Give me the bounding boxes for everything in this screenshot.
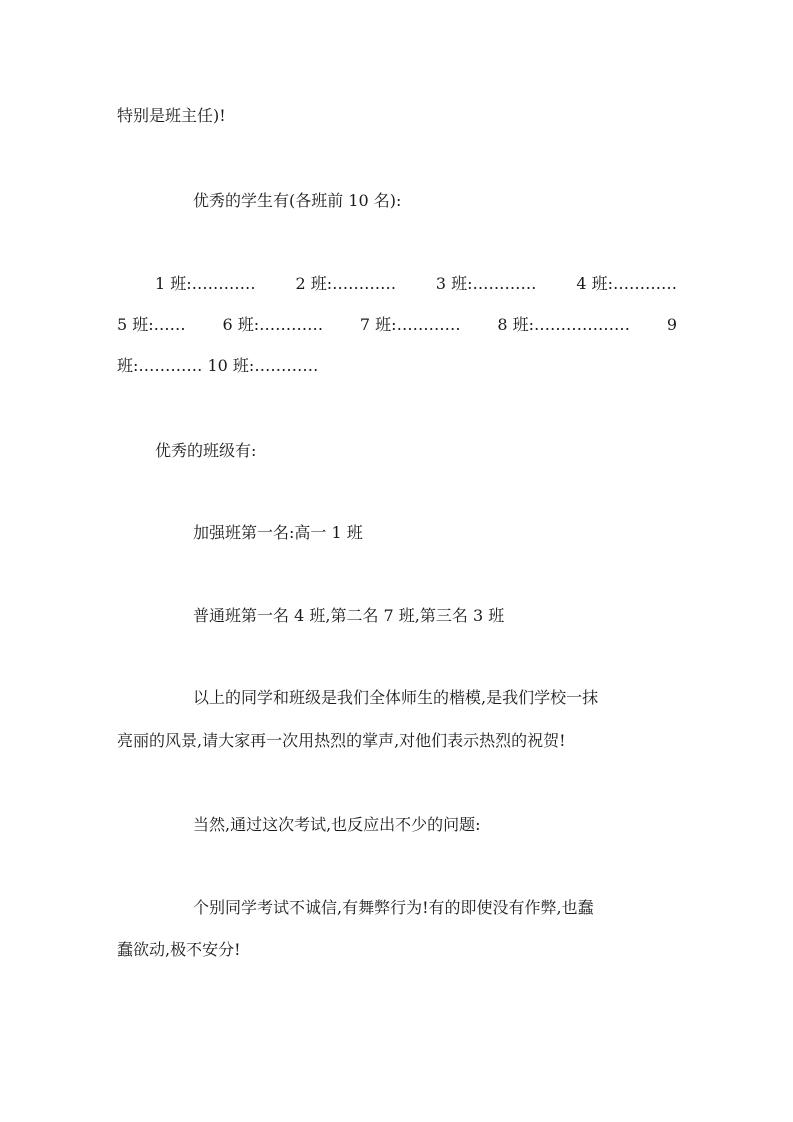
class-6-entry: 6 班:…………: [222, 315, 324, 334]
paragraph-2: 优秀的学生有(各班前 10 名):: [193, 191, 402, 210]
class-list-line-3: 班:………… 10 班:…………: [117, 356, 319, 375]
paragraph-1: 特别是班主任)!: [117, 106, 226, 125]
class-9-entry-start: 9: [666, 315, 677, 334]
paragraph-8-line-2: 蠢欲动,极不安分!: [117, 940, 241, 959]
class-2-entry: 2 班:…………: [295, 274, 397, 293]
paragraph-6-line-2: 亮丽的风景,请大家再一次用热烈的掌声,对他们表示热烈的祝贺!: [117, 731, 566, 750]
paragraph-4: 加强班第一名:高一 1 班: [193, 523, 363, 542]
paragraph-7: 当然,通过这次考试,也反应出不少的问题:: [193, 815, 481, 834]
paragraph-8-line-1: 个别同学考试不诚信,有舞弊行为!有的即使没有作弊,也蠢: [193, 898, 594, 917]
class-3-entry: 3 班:…………: [435, 274, 537, 293]
paragraph-6-line-1: 以上的同学和班级是我们全体师生的楷模,是我们学校一抹: [193, 688, 599, 707]
class-7-entry: 7 班:…………: [359, 315, 461, 334]
class-list-line-2: [117, 315, 677, 335]
paragraph-3: 优秀的班级有:: [155, 441, 257, 460]
paragraph-5: 普通班第一名 4 班,第二名 7 班,第三名 3 班: [193, 606, 505, 625]
class-8-entry: 8 班:………………: [497, 315, 631, 334]
class-1-entry: 1 班:…………: [155, 274, 256, 293]
class-5-entry: 5 班:……: [117, 315, 186, 334]
class-4-entry: 4 班:…………: [576, 274, 677, 293]
class-list-line-1: [117, 274, 677, 294]
